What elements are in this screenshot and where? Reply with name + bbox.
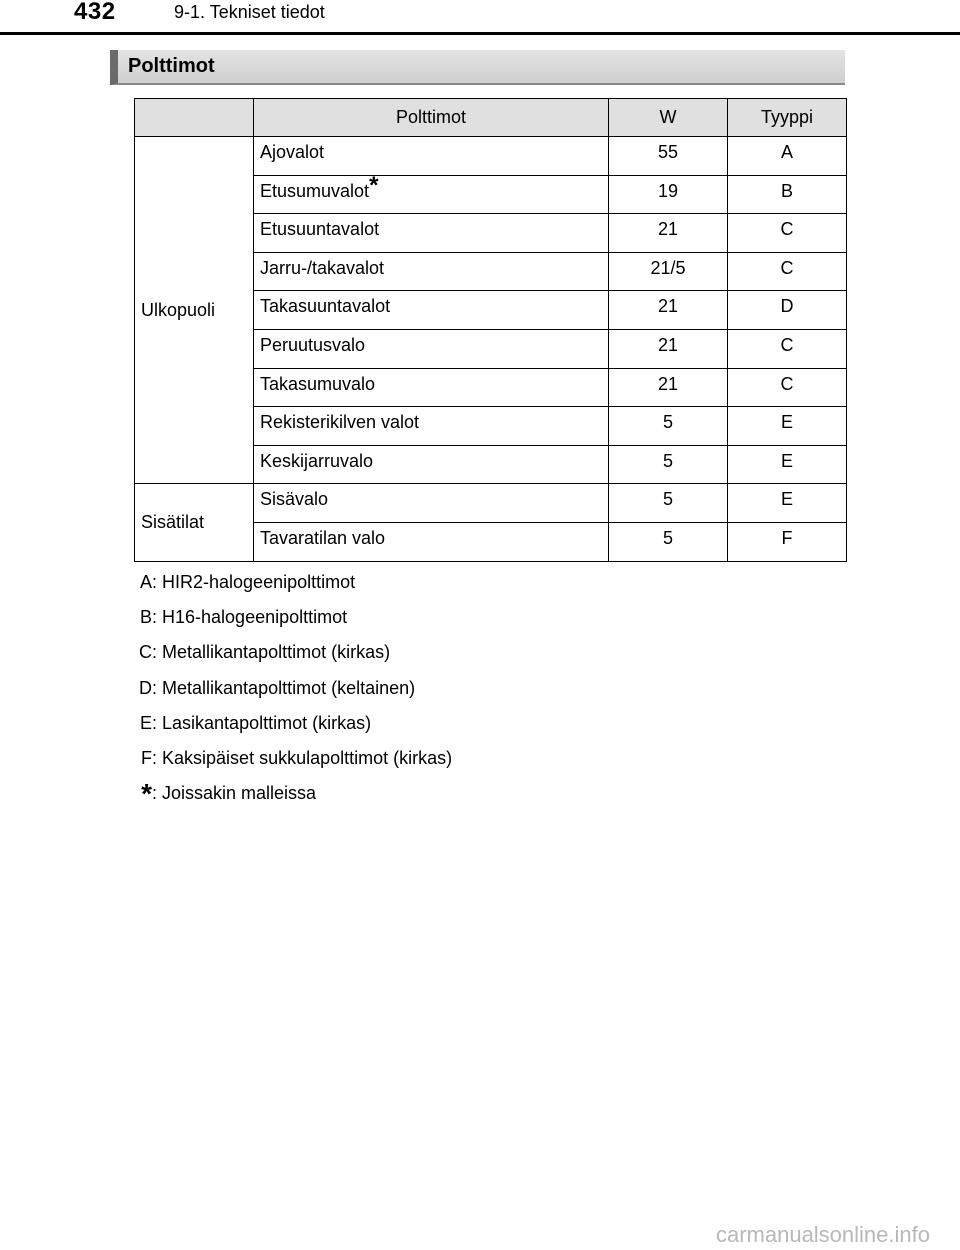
header-rule (0, 32, 960, 35)
column-header: Tyyppi (728, 99, 847, 137)
footnote-marker: * (141, 778, 152, 810)
legend-key: D (139, 677, 152, 698)
bulb-name: Keskijarruvalo (254, 445, 609, 484)
bulb-wattage: 19 (609, 175, 728, 214)
bulb-type: E (728, 445, 847, 484)
group-label: Sisätilat (135, 484, 254, 561)
legend-text: H16-halogeenipolttimot (162, 607, 348, 628)
legend-key: E (139, 712, 152, 733)
bulb-name: Sisävalo (254, 484, 609, 523)
bulb-wattage: 5 (609, 445, 728, 484)
page-number: 432 (74, 0, 116, 25)
bulb-wattage: 55 (609, 137, 728, 176)
bulb-type-legend (110, 572, 452, 818)
table-row (135, 484, 847, 523)
bulb-wattage: 21 (609, 214, 728, 253)
legend-key: C (139, 642, 152, 663)
bulb-type: A (728, 137, 847, 176)
legend-text: Joissakin malleissa (162, 783, 317, 804)
legend-key: A (139, 572, 152, 592)
bulb-table (134, 98, 847, 562)
table-row (135, 137, 847, 176)
bulb-name-cell (254, 171, 609, 214)
legend-key (110, 778, 152, 818)
bulb-type: C (728, 329, 847, 368)
bulb-type: D (728, 291, 847, 330)
legend-text: Lasikantapolttimot (kirkas) (162, 712, 372, 733)
bulb-wattage: 21/5 (609, 252, 728, 291)
bulb-type: E (728, 484, 847, 523)
bulb-wattage: 21 (609, 291, 728, 330)
bulb-type: C (728, 214, 847, 253)
legend-key: B (139, 607, 152, 628)
chapter-title: 9-1. Tekniset tiedot (174, 2, 325, 22)
legend-item: F : Kaksipäiset sukkulapolttimot (kirkas) (110, 748, 452, 783)
bulb-name: Takasumuvalo (254, 368, 609, 407)
bulb-type: C (728, 252, 847, 291)
legend-item: E : Lasikantapolttimot (kirkas) (110, 713, 452, 748)
bulb-name: Takasuuntavalot (254, 291, 609, 330)
legend-text: Kaksipäiset sukkulapolttimot (kirkas) (162, 747, 453, 768)
legend-text: Metallikantapolttimot (keltainen) (162, 677, 416, 698)
page-header (0, 0, 960, 36)
bulb-name: Tavaratilan valo (254, 522, 609, 561)
bulb-type: C (728, 368, 847, 407)
bulb-wattage: 5 (609, 407, 728, 446)
bulb-wattage: 21 (609, 368, 728, 407)
bulb-wattage: 5 (609, 484, 728, 523)
bulb-type: F (728, 522, 847, 561)
legend-item: * : Joissakin malleissa (110, 783, 452, 818)
bulb-name: Rekisterikilven valot (254, 407, 609, 446)
legend-item: C : Metallikantapolttimot (kirkas) (110, 642, 452, 677)
column-header (135, 99, 254, 137)
footnote-marker: * (369, 171, 379, 199)
legend-text: Metallikantapolttimot (kirkas) (162, 642, 391, 663)
table-header-row (135, 99, 847, 137)
legend-item: B : H16-halogeenipolttimot (110, 607, 452, 642)
legend-item: D : Metallikantapolttimot (keltainen) (110, 678, 452, 713)
legend-text: HIR2-halogeenipolttimot (162, 572, 356, 592)
bulb-type: E (728, 407, 847, 446)
bulb-name: Etusuuntavalot (254, 214, 609, 253)
legend-key: F (141, 747, 152, 768)
column-header: Polttimot (254, 99, 609, 137)
legend-item: A : HIR2-halogeenipolttimot (110, 572, 452, 607)
section-title (110, 50, 845, 85)
bulb-name: Ajovalot (254, 137, 609, 176)
column-header: W (609, 99, 728, 137)
bulb-name: Peruutusvalo (254, 329, 609, 368)
bulb-name: Etusumuvalot (260, 180, 370, 201)
bulb-type: B (728, 175, 847, 214)
bulb-wattage: 21 (609, 329, 728, 368)
watermark: carmanualsonline.info (715, 1222, 930, 1247)
group-label: Ulkopuoli (135, 137, 254, 484)
bulb-name: Jarru-/takavalot (254, 252, 609, 291)
section-title-text: Polttimot (128, 55, 215, 77)
bulb-wattage: 5 (609, 522, 728, 561)
